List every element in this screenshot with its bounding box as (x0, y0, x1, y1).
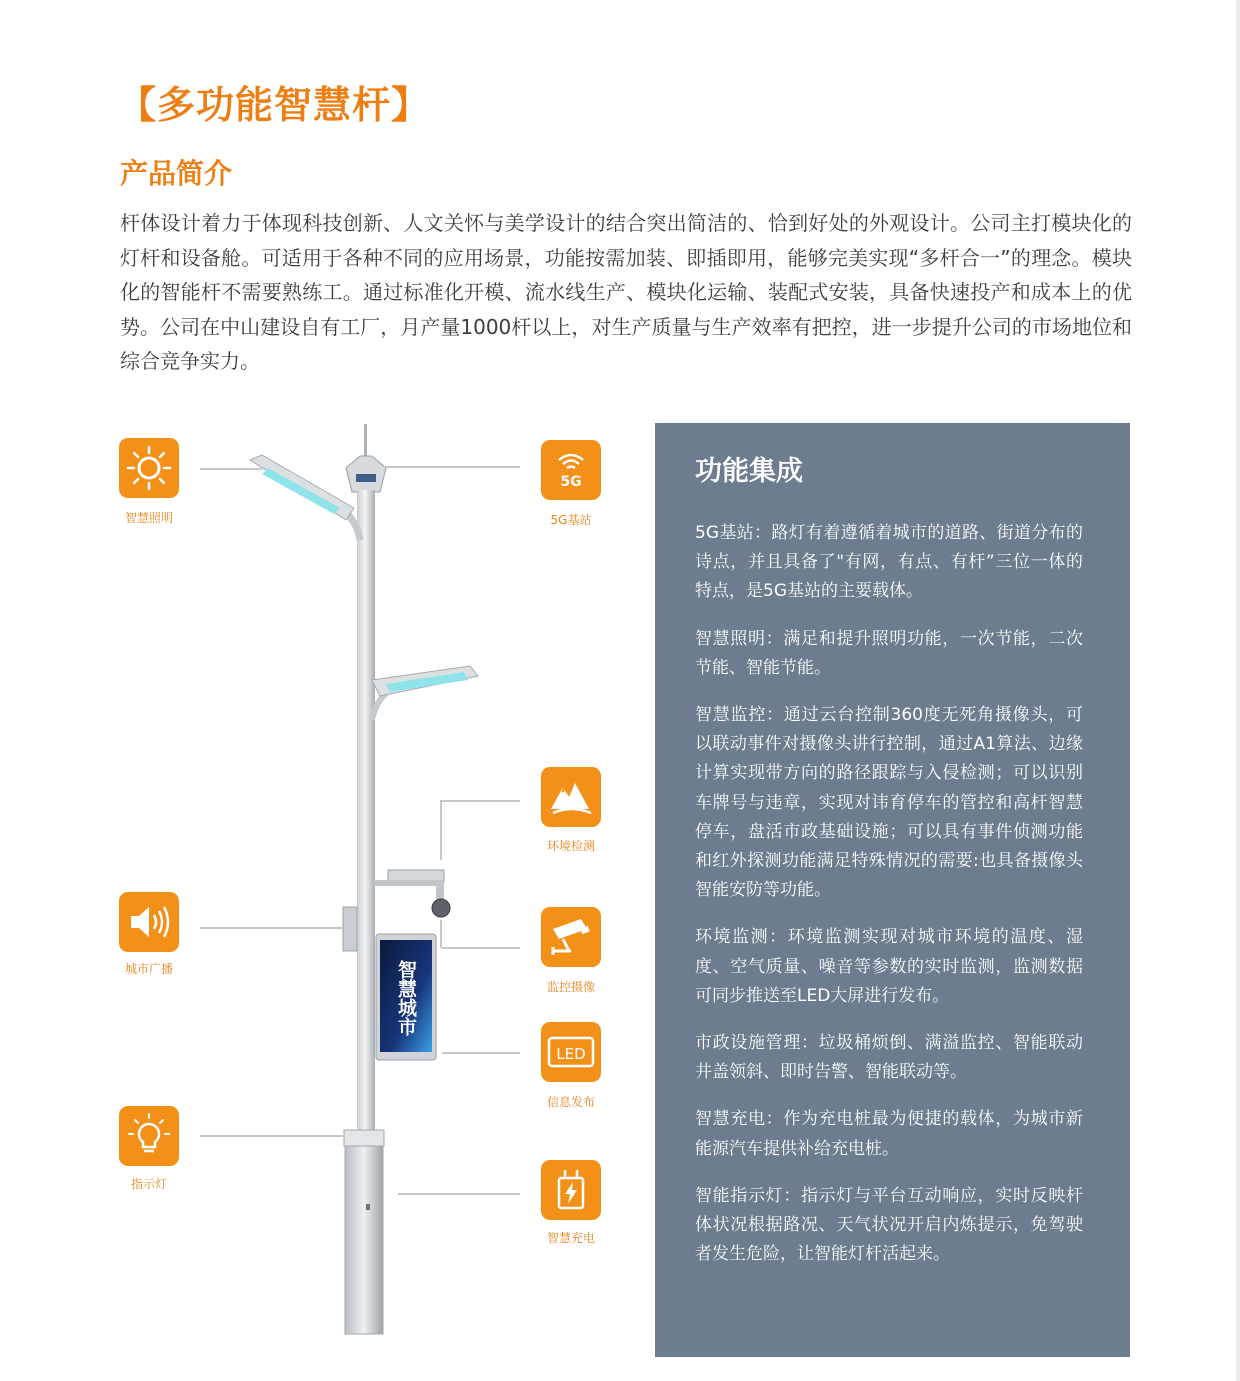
speaker-unit (343, 907, 357, 951)
panel-title: 功能集成 (695, 456, 803, 487)
broadcast-badge (119, 892, 179, 952)
leader-charging (398, 1193, 520, 1195)
dome-camera (432, 899, 450, 917)
lighting-badge (119, 438, 179, 498)
wifi-5g-icon (541, 440, 601, 500)
environment-badge (541, 767, 601, 827)
charging-badge (541, 1160, 601, 1220)
surveillance-badge (541, 907, 601, 967)
indicator-badge (119, 1106, 179, 1166)
info-badge (541, 1022, 601, 1082)
info-label: 信息发布 (546, 1095, 595, 1109)
indicator-label: 指示灯 (130, 1177, 167, 1191)
antenna (364, 424, 367, 460)
leader-surveillance (442, 947, 520, 949)
feature-item: 智慧充电：作为充电桩最为便捷的载体，为城市新能源汽车提供补给充电桩。 (695, 1109, 1083, 1159)
page-title: 【多功能智慧杆】 (118, 83, 431, 127)
leader-broadcast (200, 927, 343, 929)
section-heading: 产品简介 (120, 157, 233, 190)
base-station-badge (541, 440, 601, 500)
charging-label: 智慧充电 (546, 1231, 595, 1245)
charger-icon (541, 1160, 601, 1220)
sun-icon (119, 438, 179, 498)
main-pole (357, 490, 375, 1140)
lighting-label: 智慧照明 (124, 511, 173, 525)
led-screen-text: 智慧城市 (395, 960, 417, 1036)
leader-5g (384, 466, 520, 468)
environment-label: 环境检测 (546, 839, 595, 853)
broadcast-label: 城市广播 (124, 962, 173, 976)
feature-item: 智慧监控：通过云台控制360度无死角摄像头，可以联动事件对摄像头讲行控制，通过A1算法、边缘计算实现带方向的路径跟踪与入侵检测；可以识别车牌号与违章，实现对讳育停车的管控和高杆智慧停车，盘活市政基础设施；可以具有事件侦测功能和红外探测功能满足特殊情况的需要:也具备摄像头智能安防等功能。 (695, 705, 1083, 901)
svg-text:LED: LED (556, 1045, 586, 1063)
svg-text:5G: 5G (560, 474, 582, 490)
page-edge-strip (1236, 0, 1240, 1381)
panel-body (695, 519, 1083, 1287)
feature-item: 市政设施管理：垃圾桶烦倒、满溢监控、智能联动井盖领斜、即时告警、智能联动等。 (695, 1033, 1083, 1083)
leader-environment (442, 800, 520, 802)
leader-lighting (200, 468, 262, 470)
smart-pole-illustration (240, 420, 490, 1340)
leader-indicator (200, 1135, 345, 1137)
intro-paragraph: 杆体设计着力于体现科技创新、人文关怀与美学设计的结合突出简洁的、恰到好处的外观设计。公司主打模块化的灯杆和设备舱。可适用于各种不同的应用场景，功能按需加装、即插即用，能够完美实现“多杆合一”的理念。模块化的智能杆不需要熟练工。通过标准化开模、流水线生产、模块化运输、装配式安装，具备快速投产和成本上的优势。公司在中山建设自有工厂，月产量1000杆以上，对生产质量与生产效率有把控，进一步提升公司的市场地位和综合竞争实力。 (120, 211, 1132, 373)
led-icon (541, 1022, 601, 1082)
feature-item: 智慧照明：满足和提升照明功能，一次节能，二次节能、智能节能。 (695, 628, 1083, 678)
feature-item: 5G基站：路灯有着遵循着城市的道路、街道分布的诗点，并且具备了"有网，有点、有杆”三位一体的特点，是5G基站的主要载体。 (695, 523, 1083, 602)
speaker-icon (119, 892, 179, 952)
feature-item: 智能指示灯：指示灯与平台互动响应，实时反映杆体状况根据路况、天气状况开启内炼提示，免驾驶者发生危险，让智能灯杆活起来。 (695, 1185, 1083, 1265)
surveillance-label: 监控摄像 (546, 980, 595, 994)
lightbulb-icon (119, 1106, 179, 1166)
feature-item: 环境监测：环境监测实现对城市环境的温度、湿度、空气质量、噪音等参数的实时监测，监测数据可同步推送至LED大屏进行发布。 (695, 927, 1083, 1006)
base-station-label: 5G基站 (550, 513, 592, 527)
camera-icon (541, 907, 601, 967)
feature-panel (655, 423, 1130, 1357)
mountain-icon (541, 767, 601, 827)
leader-info (442, 1052, 520, 1054)
equipment-cabinet (345, 1146, 383, 1334)
